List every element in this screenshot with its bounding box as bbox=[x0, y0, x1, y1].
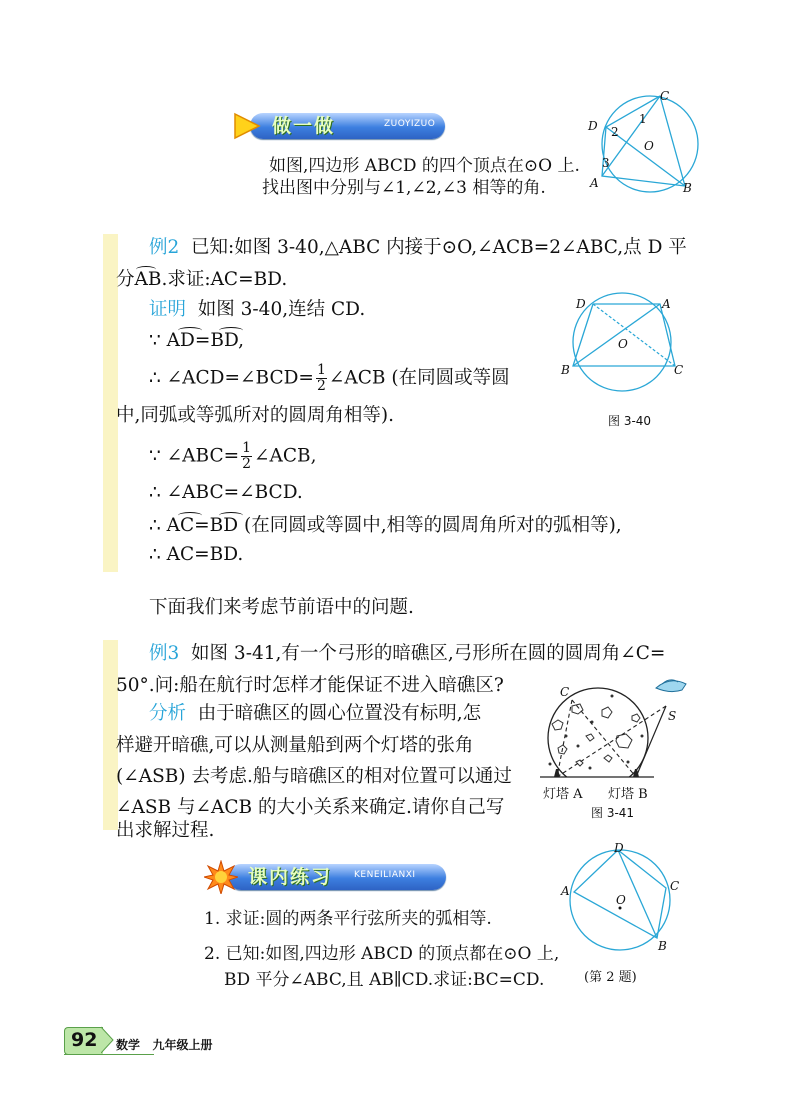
frac-den: 2 bbox=[316, 378, 326, 394]
arc-ac-mark bbox=[178, 512, 202, 519]
center-o-label: O bbox=[644, 139, 654, 153]
proof-step2-cont: 中,同弧或等弧所对的圆周角相等). bbox=[116, 405, 394, 426]
half-fraction bbox=[316, 363, 327, 394]
analysis-line5: 出求解过程. bbox=[116, 820, 215, 841]
point-d-label: D bbox=[588, 119, 598, 133]
page-number: 92 bbox=[71, 1029, 98, 1051]
banner-pinyin: ZUOYIZUO bbox=[384, 119, 436, 129]
practice-figure bbox=[560, 842, 690, 952]
point-b-label: B bbox=[658, 939, 667, 952]
proof-step5: ∴ AC=BD (在同圆或等圆中,相等的圆周角所对的弧相等), bbox=[149, 515, 622, 536]
point-a-label: A bbox=[662, 297, 671, 311]
center-o-label: O bbox=[616, 893, 626, 907]
frac2-num: 1 bbox=[242, 440, 252, 456]
proof-step2 bbox=[149, 363, 510, 394]
footer-line bbox=[64, 1054, 154, 1055]
practice-figure-caption: (第 2 题) bbox=[584, 970, 637, 985]
practice-pinyin: KENEILIANXI bbox=[354, 870, 416, 880]
zuoyizuo-line1: 如图,四边形 ABCD 的四个顶点在⊙O 上. bbox=[269, 156, 580, 176]
proof-text: 如图 3-40,连结 CD. bbox=[197, 299, 366, 320]
example2-line2: 分AB.求证:AC=BD. bbox=[116, 269, 288, 290]
footer-book-title: 数学 九年级上册 bbox=[116, 1038, 213, 1052]
practice-item2-line1: 2. 已知:如图,四边形 ABCD 的顶点都在⊙O 上, bbox=[204, 944, 560, 964]
analysis-line3: (∠ASB) 去考虑.船与暗礁区的相对位置可以通过 bbox=[116, 766, 512, 787]
analysis-text1: 由于暗礁区的圆心位置没有标明,怎 bbox=[197, 703, 482, 724]
example2-label: 例2 bbox=[149, 237, 180, 258]
angle-3-label: 3 bbox=[602, 156, 610, 170]
point-c-label: C bbox=[560, 685, 570, 699]
center-o-label: O bbox=[618, 337, 628, 351]
frac2-den: 2 bbox=[242, 456, 252, 472]
point-a-label: A bbox=[590, 176, 599, 190]
point-b-label: B bbox=[683, 181, 692, 195]
figure-3-41 bbox=[532, 676, 702, 786]
example2-line1 bbox=[149, 236, 687, 260]
play-arrow-icon bbox=[232, 111, 262, 141]
example3-text1: 如图 3-41,有一个弓形的暗礁区,弓形所在圆的圆周角∠C= bbox=[191, 643, 666, 664]
figure-3-40-caption: 图 3-40 bbox=[608, 414, 652, 428]
proof-label: 证明 bbox=[149, 299, 187, 320]
arc-ad-mark bbox=[178, 327, 202, 334]
point-c-label: C bbox=[674, 363, 684, 377]
arc-bd-mark-2 bbox=[219, 512, 243, 519]
point-a-label: A bbox=[561, 884, 570, 898]
proof-step3 bbox=[149, 441, 317, 472]
half-fraction-2 bbox=[241, 441, 252, 472]
frac-num: 1 bbox=[316, 362, 326, 378]
point-c-label: C bbox=[670, 879, 680, 893]
proof-heading bbox=[149, 298, 365, 322]
step3-b: ∠ACB, bbox=[254, 445, 317, 467]
step2-b: ∠ACB (在同圆或等圆 bbox=[328, 367, 510, 389]
figure-3-40 bbox=[560, 292, 690, 392]
analysis-line1 bbox=[149, 702, 481, 726]
proof-step6: ∴ AC=BD. bbox=[149, 544, 244, 565]
analysis-line2: 样避开暗礁,可以从测量船到两个灯塔的张角 bbox=[116, 735, 474, 756]
zuoyizuo-banner bbox=[232, 112, 447, 140]
arc-bd-mark bbox=[219, 327, 243, 334]
example3-line1 bbox=[149, 642, 665, 666]
angle-2-label: 2 bbox=[611, 125, 619, 139]
proof-step4: ∴ ∠ABC=∠BCD. bbox=[149, 482, 303, 503]
practice-item2-line2: BD 平分∠ABC,且 AB∥CD.求证:BC=CD. bbox=[224, 970, 545, 990]
point-b-label: B bbox=[561, 363, 570, 377]
practice-item1: 1. 求证:圆的两条平行弦所夹的弧相等. bbox=[204, 909, 492, 929]
example3-line2: 50°.问:船在航行时怎样才能保证不进入暗礁区? bbox=[116, 675, 504, 696]
example3-label: 例3 bbox=[149, 643, 180, 664]
angle-1-label: 1 bbox=[639, 112, 647, 126]
analysis-label: 分析 bbox=[149, 703, 187, 724]
page-number-box bbox=[64, 1027, 103, 1055]
transition-text: 下面我们来考虑节前语中的问题. bbox=[149, 597, 414, 618]
arc-ab-mark bbox=[136, 266, 156, 273]
proof-step1: ∵ AD=BD, bbox=[149, 330, 244, 351]
zuoyizuo-line2: 找出图中分别与∠1,∠2,∠3 相等的角. bbox=[262, 178, 546, 198]
lighthouse-a-label: 灯塔 A bbox=[543, 787, 583, 802]
step3-a: ∵ ∠ABC= bbox=[149, 445, 240, 467]
banner-title: 做一做 bbox=[272, 115, 336, 137]
point-s-label: S bbox=[668, 709, 677, 723]
example2-text1: 已知:如图 3-40,△ABC 内接于⊙O,∠ACB=2∠ABC,点 D 平 bbox=[191, 237, 687, 258]
page-tab-arrow bbox=[101, 1026, 117, 1054]
step2-a: ∴ ∠ACD=∠BCD= bbox=[149, 367, 314, 389]
lighthouse-b-label: 灯塔 B bbox=[608, 787, 648, 802]
analysis-line4: ∠ASB 与∠ACB 的大小关系来确定.请你自己写 bbox=[116, 797, 505, 818]
zuoyizuo-figure bbox=[584, 88, 714, 200]
practice-title: 课内练习 bbox=[248, 866, 333, 888]
practice-banner bbox=[204, 863, 449, 891]
starburst-icon bbox=[204, 860, 238, 894]
point-d-label: D bbox=[576, 297, 586, 311]
point-d-label: D bbox=[614, 842, 624, 855]
point-c-label: C bbox=[660, 89, 670, 103]
ship-icon bbox=[656, 680, 686, 692]
figure-3-41-caption: 图 3-41 bbox=[591, 806, 635, 820]
